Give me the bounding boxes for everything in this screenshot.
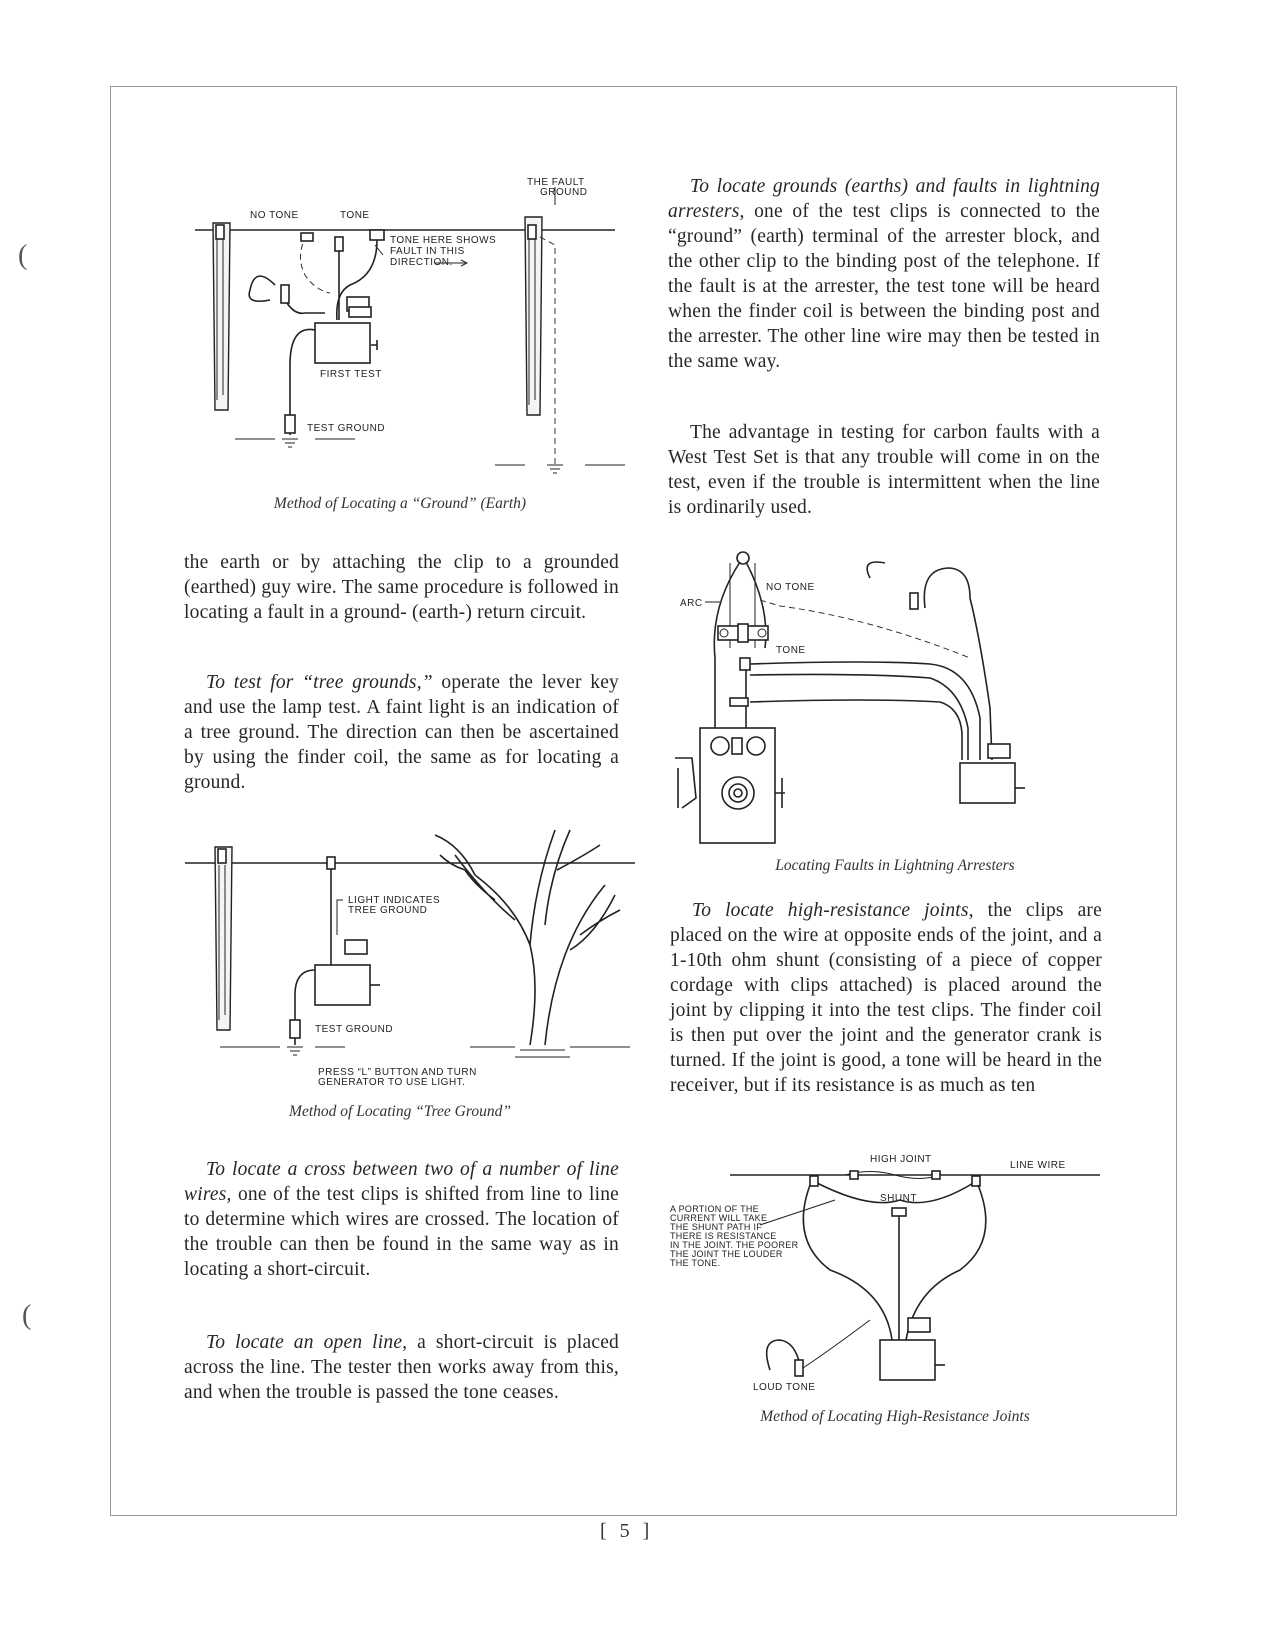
right-paragraph-joints-text: the clips are placed on the wire at opposite ends of the joint, and a 1-10th ohm shunt (consisting of a piece of copper cordage with clips attached) is placed around the joint by clipping it into the test clips. The finder coil is then put over the joint and the generator crank is turned. If the joint is good, a tone will be heard in the receiver, but if its resistance is as much as ten bbox=[670, 900, 1102, 1096]
label-tone-here-3: DIRECTION. bbox=[390, 257, 453, 268]
figure-arrester-diagram bbox=[670, 548, 1100, 848]
figure-joint-caption: Method of Locating High-Resistance Joints bbox=[760, 1408, 1030, 1425]
right-paragraph-joints bbox=[670, 898, 1102, 1098]
left-paragraph-tree-grounds bbox=[184, 670, 619, 795]
left-paragraph-open-line-lead: To locate an open line, bbox=[206, 1332, 408, 1353]
left-paragraph-cross bbox=[184, 1157, 619, 1282]
label-arc: ARC bbox=[680, 598, 703, 609]
label-shunt: SHUNT bbox=[880, 1193, 917, 1204]
binding-hole-top: ( bbox=[18, 240, 28, 271]
label-note-6: THE JOINT THE LOUDER bbox=[670, 1249, 783, 1259]
right-paragraph-advantage-text: The advantage in testing for carbon faults with a West Test Set is that any trouble will come in on the test, even if the trouble is intermittent when the line is ordinarily used. bbox=[668, 422, 1100, 518]
left-paragraph-tree-grounds-text: operate the lever key and use the lamp test. A faint light is an indication of a tree ground. The direction can then be ascertained by using the finder coil, the same as for locating a ground. bbox=[184, 672, 619, 793]
label-note-5: IN THE JOINT. THE POORER bbox=[670, 1240, 799, 1250]
label-high-joint: HIGH JOINT bbox=[870, 1154, 932, 1165]
pole-right bbox=[525, 217, 542, 415]
right-paragraph-arresters-text: one of the test clips is connected to the “ground” (earth) terminal of the arrester block, and the other clip to the binding post of the telephone. If the fault is at the arrester, the test tone will be heard when the finder coil is between the binding post and the arrester. The other line wire may then be tested in the same way. bbox=[668, 201, 1100, 372]
label-loud-tone: LOUD TONE bbox=[753, 1382, 816, 1393]
label-press-button: PRESS “L” BUTTON AND TURN bbox=[318, 1067, 477, 1078]
left-paragraph-open-line bbox=[184, 1330, 619, 1405]
pole-left bbox=[213, 223, 230, 410]
left-paragraph-cross-lead: To locate a cross between two of a number of line wires, bbox=[184, 1159, 619, 1205]
test-set bbox=[315, 323, 370, 363]
page-number: [ 5 ] bbox=[600, 1520, 654, 1542]
figure-arrester-caption: Locating Faults in Lightning Arresters bbox=[775, 857, 1015, 874]
label-test-ground-tree: TEST GROUND bbox=[315, 1024, 394, 1035]
label-fault-2: GROUND bbox=[540, 187, 588, 198]
figure-ground-caption: Method of Locating a “Ground” (Earth) bbox=[273, 495, 527, 512]
test-set-tree bbox=[315, 965, 370, 1005]
label-no-tone-arrester: NO TONE bbox=[766, 582, 815, 593]
label-tone-here-1: TONE HERE SHOWS bbox=[390, 235, 497, 246]
test-set-arrester bbox=[960, 763, 1015, 803]
label-tone-arrester: TONE bbox=[776, 645, 806, 656]
tree bbox=[435, 830, 620, 1057]
label-note-7: THE TONE. bbox=[670, 1258, 721, 1268]
right-paragraph-advantage bbox=[668, 420, 1100, 520]
test-set-joint bbox=[880, 1340, 935, 1380]
left-paragraph-tree-grounds-lead: To test for “tree grounds,” bbox=[206, 672, 433, 693]
figure-ground-diagram bbox=[195, 175, 635, 495]
label-note-4: THERE IS RESISTANCE bbox=[670, 1231, 777, 1241]
left-paragraph-earth: the earth or by attaching the clip to a grounded (earthed) guy wire. The same procedure is followed in locating a fault in a ground- (earth-) return circuit. bbox=[184, 552, 619, 623]
label-line-wire: LINE WIRE bbox=[1010, 1160, 1066, 1171]
left-paragraph-open-line-text: a short-circuit is placed across the line. The tester then works away from this, and when the trouble is passed the tone ceases. bbox=[184, 1332, 619, 1403]
label-generator-light: GENERATOR TO USE LIGHT. bbox=[318, 1077, 466, 1088]
left-paragraph-cross-text: one of the test clips is shifted from line to line to determine which wires are crossed. The location of the trouble can then be found in the same way as in locating a short-circuit. bbox=[184, 1184, 619, 1280]
label-light-indicates: LIGHT INDICATES bbox=[348, 895, 441, 906]
label-tree-ground: TREE GROUND bbox=[348, 905, 428, 916]
right-paragraph-arresters-lead: To locate grounds (earths) and faults in lightning arresters, bbox=[668, 176, 1100, 222]
label-no-tone: NO TONE bbox=[250, 210, 299, 221]
label-tone-here-2: FAULT IN THIS bbox=[390, 246, 465, 257]
figure-tree-diagram bbox=[185, 825, 635, 1090]
label-first-test: FIRST TEST bbox=[320, 369, 382, 380]
label-test-ground: TEST GROUND bbox=[307, 423, 386, 434]
binding-hole-bottom: ( bbox=[22, 1300, 32, 1331]
label-note-3: THE SHUNT PATH IF bbox=[670, 1222, 763, 1232]
right-paragraph-arresters bbox=[668, 174, 1100, 374]
label-note-1: A PORTION OF THE bbox=[670, 1204, 759, 1214]
pole-tree-figure bbox=[215, 847, 232, 1030]
label-fault-1: THE FAULT bbox=[527, 177, 585, 188]
label-note-2: CURRENT WILL TAKE bbox=[670, 1213, 768, 1223]
label-tone: TONE bbox=[340, 210, 370, 221]
figure-joint-diagram bbox=[670, 1150, 1100, 1400]
right-paragraph-joints-lead: To locate high-resistance joints, bbox=[692, 900, 974, 921]
figure-tree-caption: Method of Locating “Tree Ground” bbox=[289, 1103, 511, 1120]
